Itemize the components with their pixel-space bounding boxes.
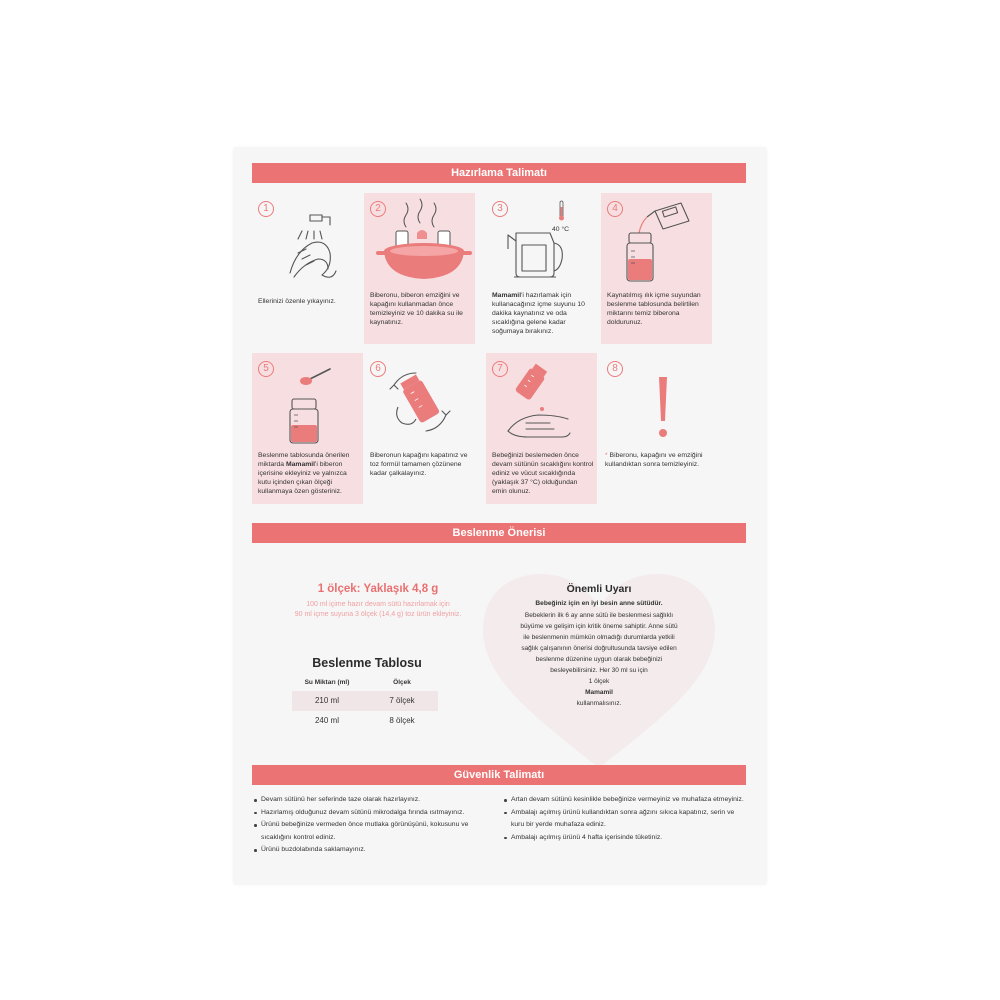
step-5 [252,353,363,504]
table-row [292,711,438,731]
step-1-number: 1 [258,201,274,217]
step-7 [486,353,597,504]
hand-washing-icon [252,193,363,344]
list-item: Ürünü bebeğinize vermeden önce mutlaka görünüşünü, kokusunu ve sıcaklığını kontrol ediniz. [254,819,494,844]
step-3-text-body: 'i hazırlamak için kullanacağınız içme suyunu 10 dakika kaynatınız ve oda sıcaklığına gelene kadar soğumaya bırakınız. [492,292,585,335]
exclamation-icon [601,353,712,504]
step-3-text [492,291,594,336]
step-8-text [605,451,707,469]
step-2 [364,193,475,344]
warning-line: sağlık çalışanının önerisi doğrultusunda tavsiye edilen [521,645,677,652]
step-5-brand: Mamamil [285,461,316,468]
safety-list-left [254,794,494,857]
step-7-number: 7 [492,361,508,377]
step-2-number: 2 [370,201,386,217]
step-5-text-after: 'i biberon içerisine ekleyiniz ve yalnızca kutu içinden çıkan ölçeği kullanmaya özen gösteriniz. [258,461,347,495]
row-1-water: 210 ml [314,696,339,705]
shaking-bottle-icon [364,353,475,504]
preparation-header: Hazırlama Talimatı [252,163,746,183]
step-4-number: 4 [607,201,623,217]
step-1-text: Ellerinizi özenle yıkayınız. [258,298,336,305]
safety-list-right [504,794,744,844]
warning-line: beslenme düzenine uygun olarak bebeğinizi [535,656,663,663]
step-6-text: Biberonun kapağını kapatınız ve toz formül tamamen çözünene kadar çalkalayınız. [370,452,468,477]
row-1-scoop: 7 ölçek [389,696,415,705]
warning-brand: Mamamil [585,689,613,696]
warning-lead: Bebeğiniz için en iyi besin anne sütüdür. [535,600,663,607]
warning-line: 1 ölçek [588,678,610,685]
important-warning [486,583,712,709]
warning-line: büyüme ve gelişim için kritik öneme sahiptir. Anne sütü [520,623,678,630]
scoop-info [258,583,498,619]
scoop-line-1: 100 ml içime hazır devam sütü hazırlamak için [306,601,450,608]
warning-line: Bebeklerin ilk 6 ay anne sütü ile beslenmesi sağlıklı [524,612,674,619]
step-4-text: Kaynatılmış ılık içme suyundan beslenme tablosunda belirtilen miktarını temiz biberona doldurunuz. [607,292,701,326]
step-1 [252,193,363,344]
safety-header: Güvenlik Talimatı [252,765,746,785]
step-5-text-before: Beslenme tablosunda önerilen miktarda [258,452,350,468]
step-3-number: 3 [492,201,508,217]
header-scoop: Ölçek [393,679,411,686]
list-item: Ürünü buzdolabında saklamayınız. [254,844,494,857]
warning-line [486,687,712,698]
step-8 [601,353,712,504]
step-8-number: 8 [607,361,623,377]
step-4 [601,193,712,344]
feeding-table-title: Beslenme Tablosu [312,656,422,670]
warning-line: besleyebilirsiniz. Her 30 ml su için [550,667,648,674]
header-water-amount: Su Miktarı (ml) [304,679,350,686]
warning-title: Önemli Uyarı [566,583,632,595]
scoop-title: 1 ölçek: Yaklaşık 4,8 g [317,583,439,595]
step-3-brand: Mamamil [492,292,522,299]
step-2-text: Biberonu, biberon emziğini ve kapağını kullanmadan önce temizleyiniz ve 10 dakika su ile kaynatınız. [370,292,463,326]
step-6 [364,353,475,504]
step-8-star: * [605,452,608,459]
table-row [292,691,438,711]
step-3 [486,193,597,344]
feeding-table-header [292,673,438,693]
row-2-scoop: 8 ölçek [389,716,415,725]
warning-body [486,610,712,709]
step-5-text [258,451,360,496]
step-5-number: 5 [258,361,274,377]
list-item: Ambalajı açılmış ürünü kullandıktan sonra ağzını sıkıca kapatınız, serin ve kuru bir yerde muhafaza ediniz. [504,807,744,832]
list-item: Artan devam sütünü kesinlikle bebeğinize vermeyiniz ve muhafaza etmeyiniz. [504,794,744,807]
feeding-header: Beslenme Önerisi [252,523,746,543]
step-8-text-body: Biberonu, kapağını ve emziğini kullandıktan sonra temizleyiniz. [605,452,703,468]
list-item: Devam sütünü her seferinde taze olarak hazırlayınız. [254,794,494,807]
scoop-line-2: 90 ml içme suyuna 3 ölçek (14,4 g) toz ürün ekleyiniz. [294,610,462,618]
list-item: Ambalajı açılmış ürünü 4 hafta içerisinde tüketiniz. [504,832,744,845]
list-item: Hazırlamış olduğunuz devam sütünü mikrodalga fırında ısıtmayınız. [254,807,494,820]
warning-line: kullanmalısınız. [576,700,622,707]
instruction-sheet [234,148,766,884]
warning-line: ile beslenmenin mümkün olmadığı durumlarda yetkili [523,634,675,641]
step-6-number: 6 [370,361,386,377]
row-2-water: 240 ml [314,716,339,725]
thermometer-label: 40 °C [552,226,570,233]
step-7-text: Bebeğinizi beslemeden önce devam sütünün sıcaklığını kontrol ediniz ve vücut sıcaklığında (yaklaşık 37 °C) olduğundan emin olunuz. [492,452,594,495]
